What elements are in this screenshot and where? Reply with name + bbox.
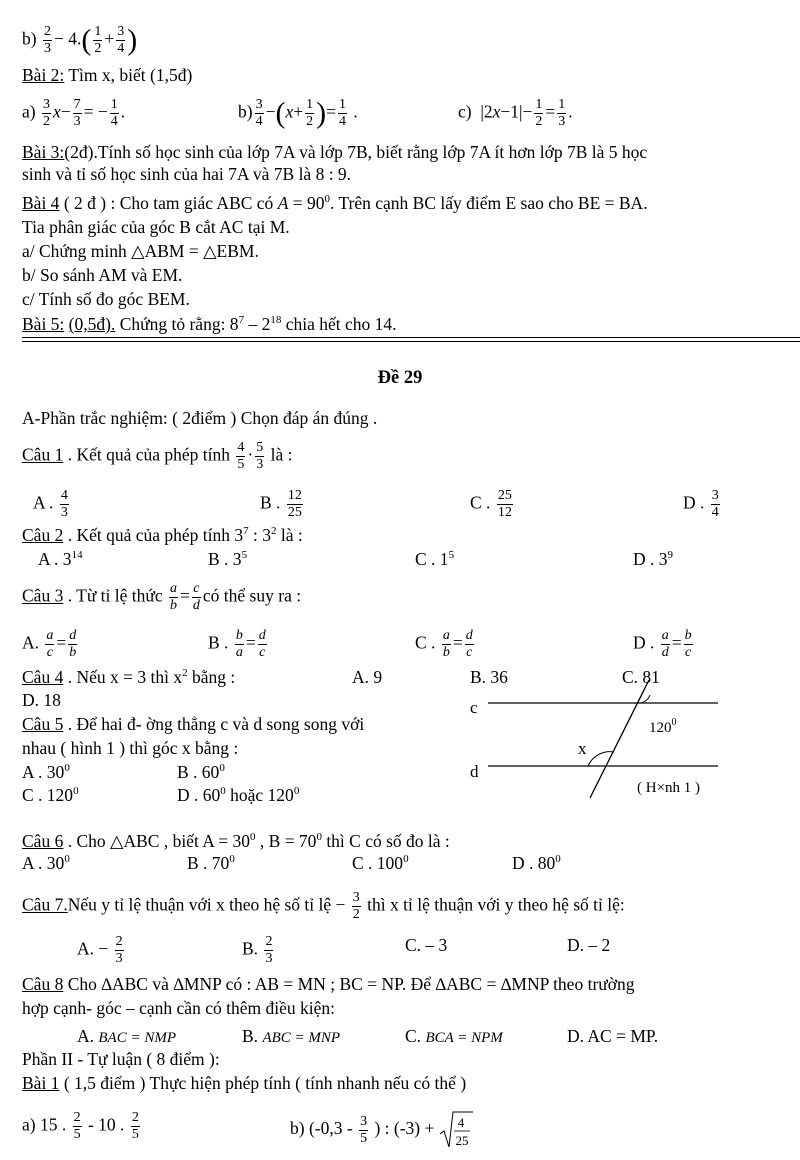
q2-option-c: C . $1^5$ xyxy=(415,549,455,569)
q8-line1: Câu 8 Cho ∆ABC và ∆MNP có : AB = MN ; BC = NP. Để ∆ABC = ∆MNP theo trường xyxy=(22,974,635,994)
bai2-b: b) $\frac{3}{4}$ −(x+ $\frac{1}{2}$ )= $\frac{1}{4}$ . xyxy=(238,96,358,130)
q7-option-a: A. − $\frac{2}{3}$ xyxy=(77,934,123,966)
q7-option-c: C. – 3 xyxy=(405,935,448,955)
q1-option-c: C . $\frac{25}{12}$ xyxy=(470,488,512,520)
bai1-a: a) 15 . $\frac{2}{5}$ - 10 . $\frac{2}{5}$ xyxy=(22,1110,139,1142)
page-title: Đề 29 xyxy=(377,368,423,388)
q8-option-c: C. BCA = NPM xyxy=(405,1026,503,1046)
q3-option-a: A. $\frac{a}{c}$ = $\frac{d}{b}$ xyxy=(22,628,77,660)
part-ii-heading: Phần II - Tự luận ( 8 điểm ): xyxy=(22,1049,220,1069)
q3-option-c: C . $\frac{a}{b}$ = $\frac{d}{c}$ xyxy=(415,628,473,660)
q4-option-b: B. 36 xyxy=(470,667,508,687)
bai1-heading: Bài 1 ( 1,5 điểm ) Thực hiện phép tính ( tính nhanh nếu có thể ) xyxy=(22,1073,467,1093)
q7-option-d: D. – 2 xyxy=(567,935,611,955)
q5-option-c: C . $120^0$ xyxy=(22,785,79,805)
q8-option-d: D. AC = MP. xyxy=(567,1026,659,1046)
q6: Câu 6 . Cho △ABC , biết $A = 30^0$ , $B = 70^0$ thì C có số đo là : xyxy=(22,831,450,851)
q7-option-b: B. $\frac{2}{3}$ xyxy=(242,934,273,966)
q4: Câu 4 . Nếu x = 3 thì $x^2$ bằng : xyxy=(22,667,236,687)
divider xyxy=(22,337,800,338)
label-x: x xyxy=(578,739,587,758)
svg-text:4: 4 xyxy=(457,1115,464,1130)
q5-option-d: D . $60^0$ hoặc $120^0$ xyxy=(177,785,300,805)
q1-option-d: D . $\frac{3}{4}$ xyxy=(683,488,719,520)
q4-option-c: C. 81 xyxy=(622,667,660,687)
bai2-a: a) $\frac{3}{2}$ x− $\frac{7}{3}$ = − $\frac{1}{4}$ . xyxy=(22,97,126,129)
q3-option-b: B . $\frac{b}{a}$ = $\frac{d}{c}$ xyxy=(208,628,266,660)
q6-option-b: B . $70^0$ xyxy=(187,853,235,873)
q3: Câu 3 . Từ tỉ lệ thức $\frac{a}{b}$ = $\frac{c}{d}$ có thể suy ra : xyxy=(22,581,302,613)
q4-option-d: D. 18 xyxy=(22,690,61,710)
q1-option-b: B . $\frac{12}{25}$ xyxy=(260,488,302,520)
q5-option-a: A . $30^0$ xyxy=(22,762,70,782)
bai3-line1: Bài 3:(2đ).Tính số học sinh của lớp 7A và lớp 7B, biết rằng lớp 7A ít hơn lớp 7B là 5 học xyxy=(22,142,648,162)
q6-option-d: D . $80^0$ xyxy=(512,853,561,873)
q2-option-d: D . $3^9$ xyxy=(633,549,674,569)
q8-line2: hợp cạnh- góc – cạnh cần có thêm điều kiện: xyxy=(22,998,335,1018)
divider xyxy=(22,341,800,342)
bai5: Bài 5: (0,5đ). Chứng tỏ rằng: $8^7 - 2^{18}$ chia hết cho 14. xyxy=(22,314,397,334)
bai2-c: c) |2x−1|− $\frac{1}{2}$ = $\frac{1}{3}$ . xyxy=(458,97,573,129)
q7: Câu 7.Nếu y tỉ lệ thuận với x theo hệ số tỉ lệ − $\frac{3}{2}$ thì x tỉ lệ thuận với y theo hệ số tỉ lệ: xyxy=(22,890,625,922)
q1-option-a: A . $\frac{4}{3}$ xyxy=(33,488,68,520)
q6-option-a: A . $30^0$ xyxy=(22,853,70,873)
q5-option-b: B . $60^0$ xyxy=(177,762,225,782)
bai4-line2: Tia phân giác của góc B cắt AC tại M. xyxy=(22,217,290,237)
q2-option-b: B . $3^5$ xyxy=(208,549,248,569)
bai4-b: b/ So sánh AM và EM. xyxy=(22,265,183,285)
q6-option-c: C . $100^0$ xyxy=(352,853,409,873)
bai3-line2: sinh và tỉ số học sinh của hai 7A và 7B là 8 : 9. xyxy=(22,164,352,184)
bai2-heading: Bài 2: Tìm x, biết (1,5đ) xyxy=(22,65,193,85)
q1: Câu 1 . Kết quả của phép tính $\frac{4}{5}$ · $\frac{5}{3}$ là : xyxy=(22,440,293,472)
q8-option-a: A. BAC = NMP xyxy=(77,1026,177,1046)
bai4-line1: Bài 4 ( 2 đ ) : Cho tam giác ABC có $A = 90^0$. Trên cạnh BC lấy điểm E sao cho BE = BA. xyxy=(22,193,648,213)
q5-line2: nhau ( hình 1 ) thì góc x bằng : xyxy=(22,738,239,758)
sqrt-expression xyxy=(439,1110,473,1150)
top-b-expression: b) $\frac{2}{3}$ − 4.( $\frac{1}{2}$ + $\frac{3}{4}$ ) xyxy=(22,23,138,57)
q8-option-b: B. ABC = MNP xyxy=(242,1026,341,1046)
figure-parallel-lines xyxy=(460,680,740,805)
label-120: $120^0$ xyxy=(649,717,677,736)
svg-text:25: 25 xyxy=(455,1133,469,1148)
q2: Câu 2 . Kết quả của phép tính $3^7$ : $3^2$ là : xyxy=(22,525,303,545)
bai1-b: b) (-0,3 - $\frac{3}{5}$ ) : (-3) + 4 25 xyxy=(290,1110,473,1150)
part-a-heading: A-Phần trắc nghiệm: ( 2điểm ) Chọn đáp án đúng . xyxy=(22,408,378,428)
label-c: c xyxy=(470,698,478,717)
figure-caption: ( H×nh 1 ) xyxy=(637,780,701,796)
q3-option-d: D . $\frac{a}{d}$ = $\frac{b}{c}$ xyxy=(633,628,692,660)
label-d: d xyxy=(470,762,479,781)
q2-option-a: A . $3^{14}$ xyxy=(38,549,83,569)
q5-line1: Câu 5 . Để hai đ- ờng thẳng c và d song song với xyxy=(22,714,365,734)
q4-option-a: A. 9 xyxy=(352,667,383,687)
bai4-c: c/ Tính số đo góc BEM. xyxy=(22,289,190,309)
bai4-a: a/ Chứng minh △ABM = △EBM. xyxy=(22,241,259,261)
